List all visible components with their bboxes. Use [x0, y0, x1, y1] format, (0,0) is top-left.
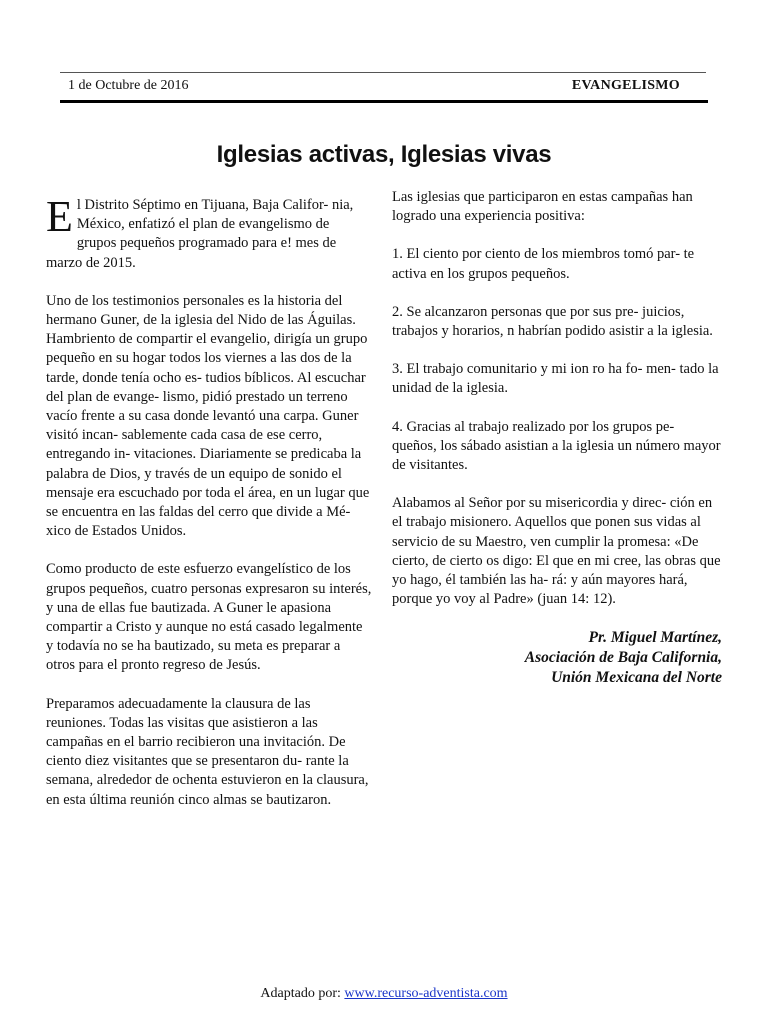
list-item: 2. Se alcanzaron personas que por sus pre- juicios, trabajos y horarios, n habrían podido asistir a la iglesia.	[392, 303, 713, 340]
article-paragraph: Como producto de este esfuerzo evangelístico de los grupos pequeños, cuatro personas expresaron su interés, y una de ellas fue bautizada. A Guner le apasiona compartir a Cristo y aunque no está casado legalmente y todavía no se ha bautizado, su meta es preparar a otros para el pronto regreso de Jesús.	[46, 561, 372, 674]
article-column-right	[392, 188, 722, 688]
header-bottom-rule	[60, 100, 708, 103]
article-paragraph: Uno de los testimonios personales es la historia del hermano Guner, de la iglesia del Nido de las Águilas. Hambriento de compartir el evangelio, dirigía un grupo pequeño en su hogar todos los viernes a las dos de la tarde, donde tenía ocho es- tudios bíblicos. Al escuchar del plan de evange- lismo, pidió prestado un terreno vacío frente a su casa donde levantó una carpa. Guner visitó incan- sablemente cada casa de ese cerro, entregando in- vitaciones. Diariamente se predicaba la palabra de Dios, y través de un equipo de sonido el mensaje era escuchado por toda el área, en un lugar que se encuentra en las faldas del cerro que divide a Mé- xico de Estados Unidos.	[46, 292, 370, 540]
article-paragraph	[46, 192, 372, 273]
list-item: 4. Gracias al trabajo realizado por los grupos pe- queños, los sábado asistian a la iglesia un número mayor de visitantes.	[392, 418, 721, 474]
article-title: Iglesias activas, Iglesias vivas	[216, 141, 552, 168]
section-name: EVANGELISMO	[571, 78, 680, 93]
page-header	[68, 76, 680, 96]
page-footer	[0, 985, 768, 1003]
issue-date: 1 de Octubre de 2016	[68, 78, 189, 93]
article-paragraph: Las iglesias que participaron en estas campañas han logrado una experiencia positiva:	[392, 189, 693, 225]
paragraph-text: l Distrito Séptimo en Tijuana, Baja Califor- nia, México, enfatizó el plan de evangelismo de grupos pequeños programado para e! mes de marzo de 2015.	[46, 197, 354, 271]
author-name: Pr. Miguel Martínez,	[588, 629, 722, 647]
list-item: 3. El trabajo comunitario y mi ion ro ha fo- men- tado la unidad de la iglesia.	[392, 361, 719, 397]
article-paragraph: Preparamos adecuadamente la clausura de las reuniones. Todas las visitas que asistieron a las campañas en el barrio recibieron una invitación. De ciento diez visitantes que se presentaron du- rante la semana, alrededor de ochenta estuvieron en la clausura, en esta última reunión cinco almas se bautizaron.	[46, 695, 369, 808]
article-column-left	[46, 192, 372, 829]
list-item: 1. El ciento por ciento de los miembros tomó par- te activa en los grupos pequeños.	[392, 246, 695, 282]
article-paragraph: Alabamos al Señor por su misericordia y direc- ción en el trabajo misionero. Aquellos que ponen sus vidas al servicio de su Maestro, ven cumplir la promesa: «De cierto, de cierto os digo: El que en mi cree, las obras que yo hago, él también las ha- rá: y aún mayores hará, porque yo voy al Padre» (juan 14: 12).	[392, 495, 721, 608]
author-union: Unión Mexicana del Norte	[551, 669, 722, 687]
source-link[interactable]: www.recurso-adventista.com	[344, 986, 508, 1001]
drop-cap: E	[46, 192, 73, 241]
author-signature	[392, 628, 722, 688]
header-top-rule	[60, 72, 706, 73]
author-organization: Asociación de Baja California,	[524, 649, 722, 667]
footer-label: Adaptado por:	[260, 986, 341, 1001]
